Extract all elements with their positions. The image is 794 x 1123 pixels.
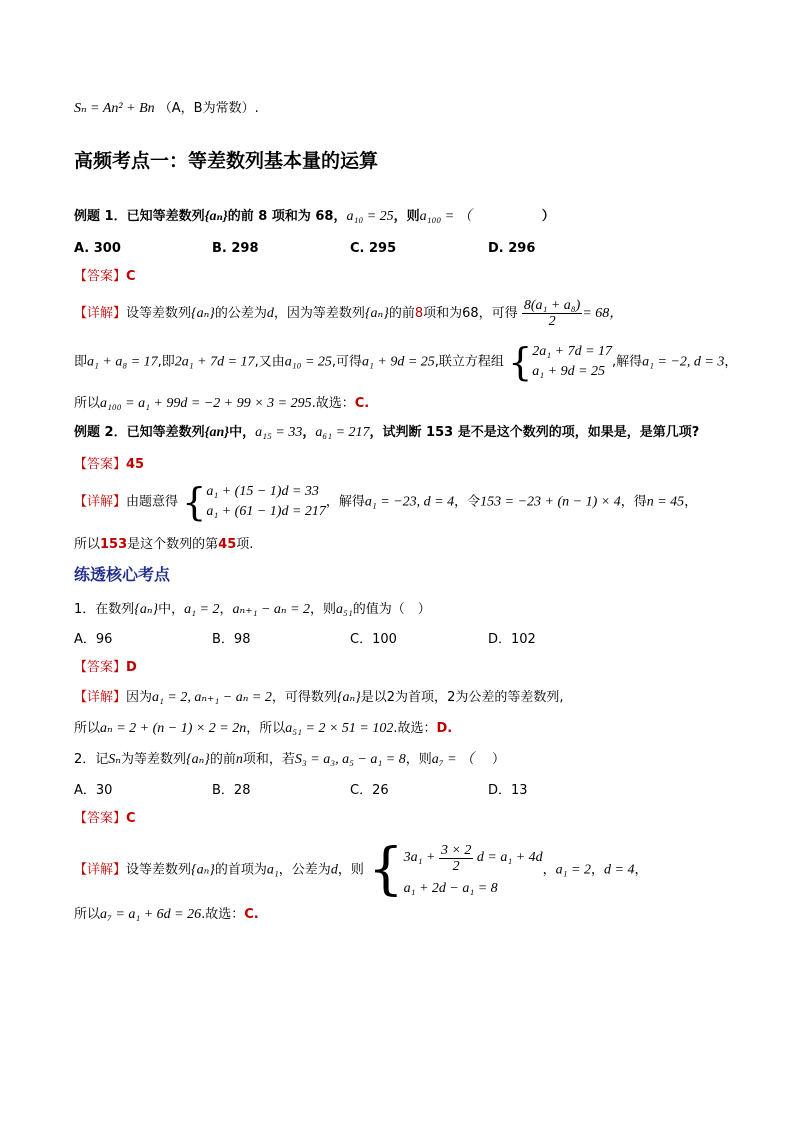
example2-question: 例题 2．已知等差数列{an}中，a₁₅ = 33，a₆₁ = 217，试判断 153 是不是这个数列的项，如果是，是第几项? <box>74 425 700 440</box>
q2-choice-a: A．30 <box>74 783 113 798</box>
q2-choice-d: D．13 <box>488 783 528 798</box>
q1-choices <box>74 631 536 649</box>
example1-detail-line1: 【详解】设等差数列{aₙ}的公差为d，因为等差数列{aₙ}的前8项和为68，可得 $\frac{\text{8(a₁ + a₈)}}{2}$ = 68， <box>74 298 624 329</box>
left-brace-icon: { <box>367 837 404 902</box>
sn-formula: Sₙ = An² + Bn <box>74 101 155 116</box>
sn-formula-note: （A，B为常数）. <box>158 101 259 116</box>
q2-equation-system: { 3a₁ + $\frac{3 \times 2}{2}$ d = a₁ + 4d a₁ + 2d − a₁ = 8 <box>367 837 543 902</box>
example1-choice-a: A. 300 <box>74 241 121 256</box>
frac-sum-8: $\frac{\text{8(a₁ + a₈)}}{2}$ <box>523 298 581 329</box>
q1-detail-line2: 所以aₙ = 2 + (n − 1) × 2 = 2n，所以a₅₁ = 2 × 51 = 102.故选：D. <box>74 721 453 736</box>
example1-choice-b: B. 298 <box>212 241 259 256</box>
example1-question: 例题 1．已知等差数列{aₙ}的前 8 项和为 68，a₁₀ = 25，则a₁₀₀ = （ ） <box>74 209 555 224</box>
q2-choices <box>74 782 528 800</box>
example1-choice-d: D. 296 <box>488 241 536 256</box>
q2-answer: 【答案】C <box>74 811 136 826</box>
section-heading: 高频考点一：等差数列基本量的运算 <box>74 150 379 172</box>
example1-equation-system: { 2a₁ + 7d = 17 a₁ + 9d = 25 <box>508 340 613 384</box>
q1-question: 1．在数列{aₙ}中，a₁ = 2，aₙ₊₁ − aₙ = 2，则a₅₁的值为（ ） <box>74 602 431 617</box>
example1-choices <box>74 240 535 258</box>
q2-choice-b: B．28 <box>212 783 251 798</box>
q2-question: 2．记Sₙ为等差数列{aₙ}的前n项和，若S₃ = a₃, a₅ − a₁ = 8，则a₇ = （ ） <box>74 752 506 767</box>
example2-equation-system: { a₁ + (15 − 1)d = 33 a₁ + (61 − 1)d = 217 <box>182 480 326 524</box>
example2-conclusion: 所以153是这个数列的第45项. <box>74 537 254 552</box>
q1-detail-line1: 【详解】因为a₁ = 2, aₙ₊₁ − aₙ = 2，可得数列{aₙ}是以2为首项，2为公差的等差数列, <box>74 690 564 705</box>
q1-choice-c: C．100 <box>350 632 397 647</box>
left-brace-icon: { <box>508 340 533 384</box>
example1-answer: 【答案】C <box>74 269 136 284</box>
example2-detail-line1: 【详解】由题意得 { a₁ + (15 − 1)d = 33 a₁ + (61 − 1)d = 217 ，解得a₁ = −23, d = 4，令153 = −23 + (n − 1) × 4，得n = 45， <box>74 480 698 524</box>
example2-answer: 【答案】45 <box>74 457 145 472</box>
practice-heading: 练透核心考点 <box>74 565 171 584</box>
example1-choice-c: C. 295 <box>350 241 397 256</box>
q2-choice-c: C．26 <box>350 783 389 798</box>
q2-detail-line1: 【详解】设等差数列{aₙ}的首项为a₁，公差为d，则 { 3a₁ + $\frac{3 \times 2}{2}$ d = a₁ + 4d a₁ + 2d − a₁ = 8 ，a₁ = 2，d = 4， <box>74 837 648 902</box>
left-brace-icon: { <box>182 480 207 524</box>
top-formula-line <box>74 100 259 118</box>
q1-answer: 【答案】D <box>74 660 137 675</box>
q1-choice-d: D．102 <box>488 632 536 647</box>
q1-choice-a: A．96 <box>74 632 113 647</box>
example1-detail-line2: 即a₁ + a₈ = 17,即2a₁ + 7d = 17,又由a₁₀ = 25,可得a₁ + 9d = 25,联立方程组 { 2a₁ + 7d = 17 a₁ + 9d = 25 ,解得a₁ = −2, d = 3， <box>74 340 738 384</box>
q1-choice-b: B．98 <box>212 632 251 647</box>
q2-detail-line2: 所以a₇ = a₁ + 6d = 26.故选：C. <box>74 907 259 922</box>
example1-detail-line3: 所以a₁₀₀ = a₁ + 99d = −2 + 99 × 3 = 295.故选：C. <box>74 396 370 411</box>
